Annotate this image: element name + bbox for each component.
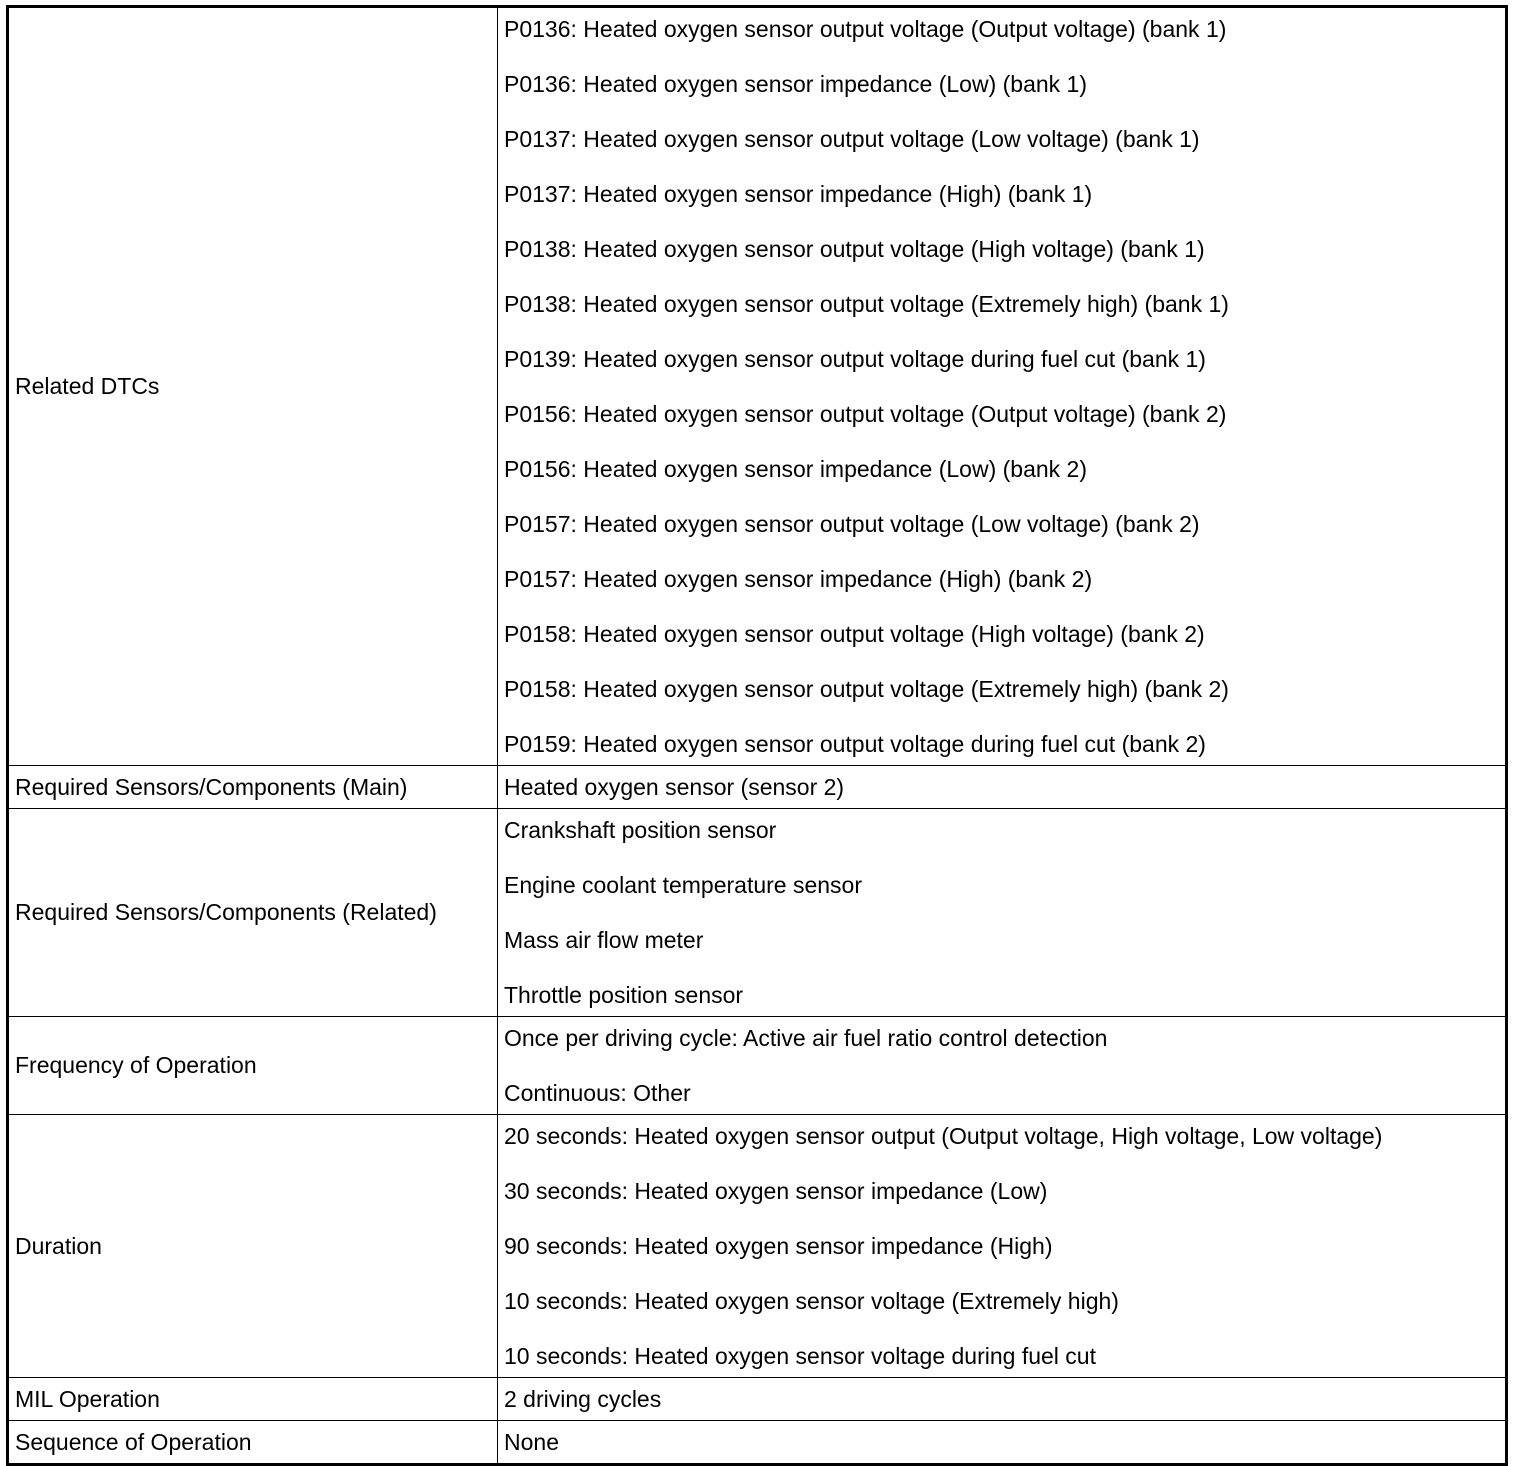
spec-table (6, 5, 1508, 1466)
dtc-item: P0138: Heated oxygen sensor output voltage (Extremely high) (bank 1) (504, 291, 1229, 317)
row-values (498, 1421, 1507, 1465)
row-values (498, 1115, 1507, 1378)
value-item: Mass air flow meter (504, 927, 704, 953)
value-item: Crankshaft position sensor (504, 817, 777, 843)
row-related-dtcs (8, 7, 1507, 766)
spec-table-body (8, 7, 1507, 1465)
row-duration (8, 1115, 1507, 1378)
row-label: Required Sensors/Components (Main) (8, 766, 498, 809)
value-item: 10 seconds: Heated oxygen sensor voltage (Extremely high) (504, 1288, 1119, 1314)
row-label: Frequency of Operation (8, 1017, 498, 1115)
value-item: 10 seconds: Heated oxygen sensor voltage during fuel cut (504, 1343, 1096, 1369)
row-label: Related DTCs (8, 7, 498, 766)
dtc-item: P0157: Heated oxygen sensor impedance (High) (bank 2) (504, 566, 1093, 592)
value-item: 30 seconds: Heated oxygen sensor impedance (Low) (504, 1178, 1048, 1204)
value-item: Engine coolant temperature sensor (504, 872, 862, 898)
row-values (498, 809, 1507, 1017)
dtc-item: P0158: Heated oxygen sensor output voltage (High voltage) (bank 2) (504, 621, 1205, 647)
row-values (498, 1017, 1507, 1115)
dtc-item: P0158: Heated oxygen sensor output voltage (Extremely high) (bank 2) (504, 676, 1229, 702)
value-item: 2 driving cycles (504, 1386, 662, 1412)
dtc-item: P0137: Heated oxygen sensor output voltage (Low voltage) (bank 1) (504, 126, 1200, 152)
row-label: MIL Operation (8, 1378, 498, 1421)
value-item: Throttle position sensor (504, 982, 744, 1008)
dtc-item: P0138: Heated oxygen sensor output voltage (High voltage) (bank 1) (504, 236, 1205, 262)
value-item: 20 seconds: Heated oxygen sensor output (Output voltage, High voltage, Low voltage) (504, 1123, 1383, 1149)
row-values (498, 7, 1507, 766)
row-mil-operation (8, 1378, 1507, 1421)
row-required-main (8, 766, 1507, 809)
row-label: Required Sensors/Components (Related) (8, 809, 498, 1017)
dtc-item: P0157: Heated oxygen sensor output voltage (Low voltage) (bank 2) (504, 511, 1200, 537)
dtc-item: P0159: Heated oxygen sensor output voltage during fuel cut (bank 2) (504, 731, 1206, 757)
row-label: Duration (8, 1115, 498, 1378)
dtc-item: P0136: Heated oxygen sensor output voltage (Output voltage) (bank 1) (504, 16, 1227, 42)
value-item: Continuous: Other (504, 1080, 691, 1106)
dtc-item: P0136: Heated oxygen sensor impedance (Low) (bank 1) (504, 71, 1088, 97)
value-item: Heated oxygen sensor (sensor 2) (504, 774, 845, 800)
row-label: Sequence of Operation (8, 1421, 498, 1465)
value-item: 90 seconds: Heated oxygen sensor impedance (High) (504, 1233, 1053, 1259)
dtc-item: P0139: Heated oxygen sensor output voltage during fuel cut (bank 1) (504, 346, 1206, 372)
row-values (498, 1378, 1507, 1421)
row-values (498, 766, 1507, 809)
dtc-item: P0137: Heated oxygen sensor impedance (High) (bank 1) (504, 181, 1093, 207)
dtc-item: P0156: Heated oxygen sensor output voltage (Output voltage) (bank 2) (504, 401, 1227, 427)
row-frequency (8, 1017, 1507, 1115)
row-required-related (8, 809, 1507, 1017)
row-sequence (8, 1421, 1507, 1465)
dtc-item: P0156: Heated oxygen sensor impedance (Low) (bank 2) (504, 456, 1088, 482)
value-item: Once per driving cycle: Active air fuel ratio control detection (504, 1025, 1108, 1051)
value-item: None (504, 1429, 559, 1455)
